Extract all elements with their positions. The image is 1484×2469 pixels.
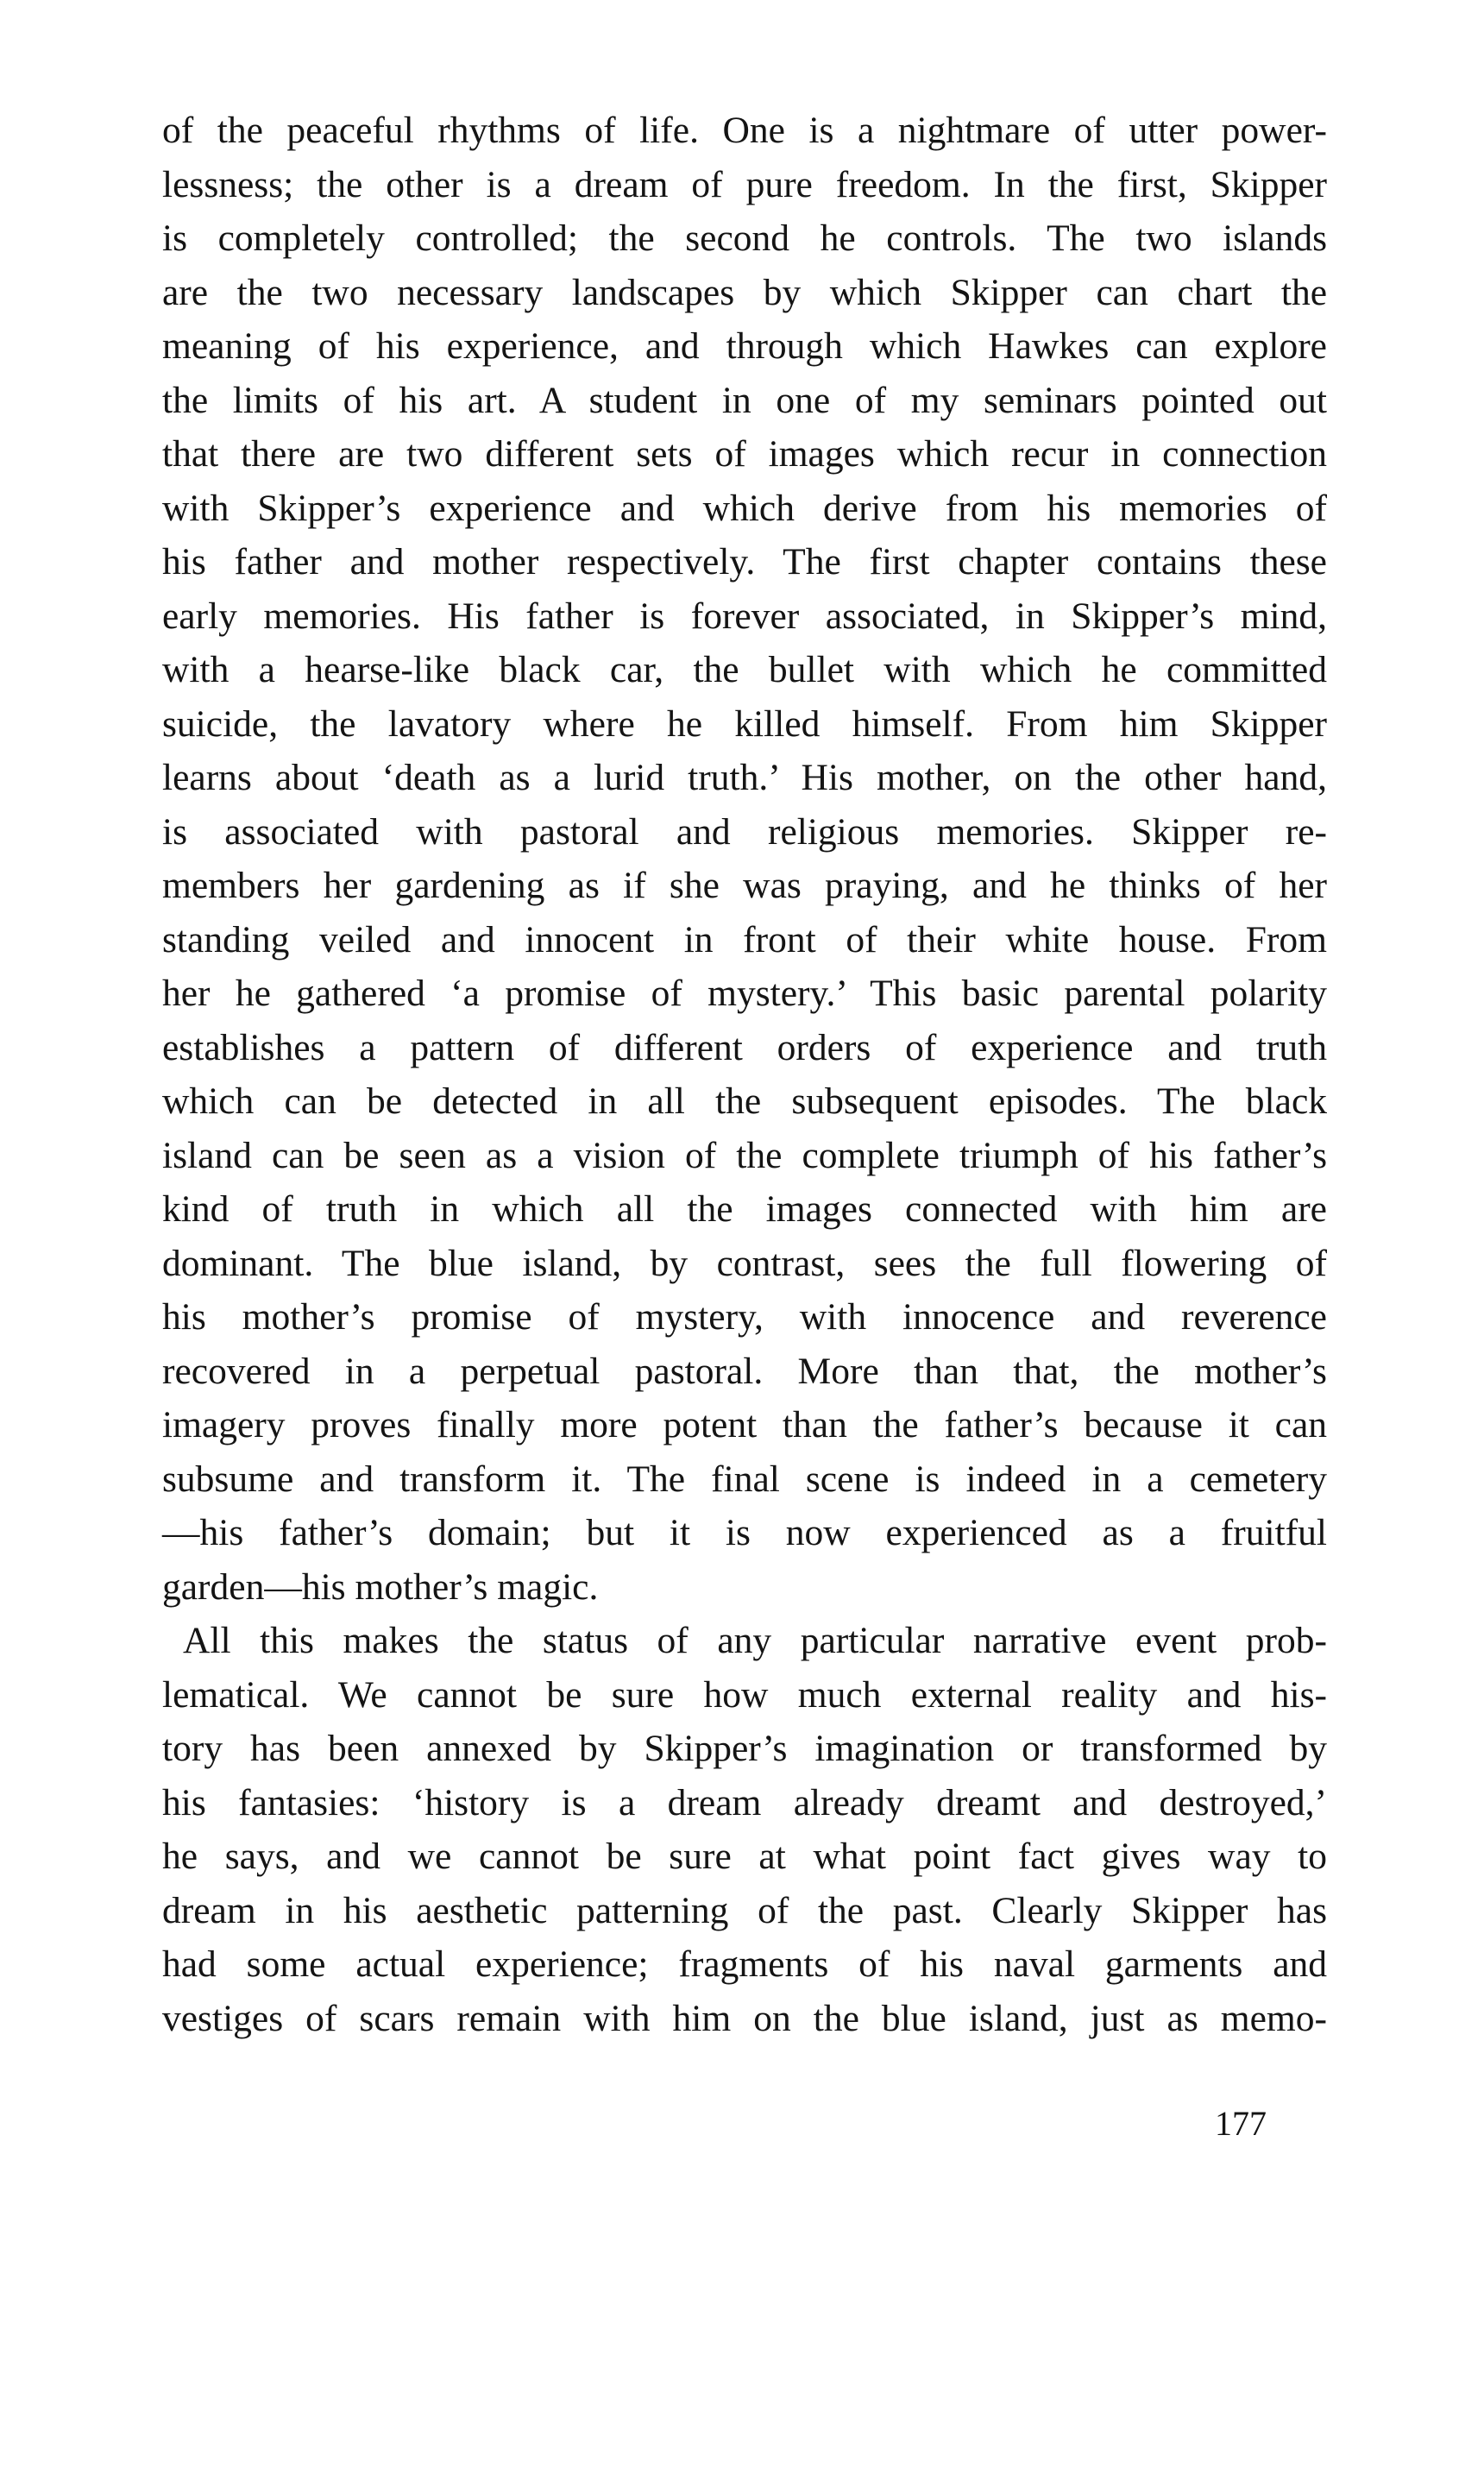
text-line: his mother’s promise of mystery, with innocence and reverence <box>162 1296 1327 1338</box>
text-line: is completely controlled; the second he controls. The two islands <box>162 217 1327 259</box>
text-line: island can be seen as a vision of the complete triumph of his father’s <box>162 1134 1327 1176</box>
text-line: lematical. We cannot be sure how much external reality and his- <box>162 1673 1327 1716</box>
text-line: dominant. The blue island, by contrast, sees the full flowering of <box>162 1242 1327 1284</box>
text-line: early memories. His father is forever associated, in Skipper’s mind, <box>162 595 1327 637</box>
text-line: imagery proves finally more potent than the father’s because it can <box>162 1404 1327 1445</box>
paragraph <box>162 1614 1327 2045</box>
text-line: kind of truth in which all the images connected with him are <box>162 1188 1327 1230</box>
text-line: subsume and transform it. The final scene is indeed in a cemetery <box>162 1458 1327 1500</box>
text-line: that there are two different sets of images which recur in connection <box>162 433 1327 475</box>
text-line: is associated with pastoral and religious memories. Skipper re- <box>162 810 1327 853</box>
text-line: All this makes the status of any particular narrative event prob- <box>183 1620 1327 1661</box>
text-line: lessness; the other is a dream of pure freedom. In the first, Skipper <box>162 163 1327 205</box>
text-line: the limits of his art. A student in one of my seminars pointed out <box>162 379 1327 421</box>
text-line: tory has been annexed by Skipper’s imagination or transformed by <box>162 1728 1327 1769</box>
text-line: recovered in a perpetual pastoral. More than that, the mother’s <box>162 1350 1327 1392</box>
text-line: are the two necessary landscapes by which Skipper can chart the <box>162 271 1327 313</box>
text-line: meaning of his experience, and through which Hawkes can explore <box>162 325 1327 367</box>
text-line: which can be detected in all the subsequent episodes. The black <box>162 1080 1327 1122</box>
text-line: his fantasies: ‘history is a dream already dreamt and destroyed,’ <box>162 1781 1327 1823</box>
text-line: establishes a pattern of different orders of experience and truth <box>162 1026 1327 1068</box>
text-line: —his father’s domain; but it is now experienced as a fruitful <box>162 1512 1327 1553</box>
text-line: garden—his mother’s magic. <box>162 1565 599 1608</box>
text-line: dream in his aesthetic patterning of the past. Clearly Skipper has <box>162 1889 1327 1931</box>
text-line: her he gathered ‘a promise of mystery.’ This basic parental polarity <box>162 973 1327 1014</box>
text-line: with Skipper’s experience and which derive from his memories of <box>162 487 1327 529</box>
text-line: learns about ‘death as a lurid truth.’ His mother, on the other hand, <box>162 757 1327 798</box>
text-line: suicide, the lavatory where he killed himself. From him Skipper <box>162 702 1327 745</box>
body-text <box>162 104 1327 2045</box>
page-number: 177 <box>1215 2104 1267 2143</box>
text-line: of the peaceful rhythms of life. One is a nightmare of utter power- <box>162 110 1327 151</box>
text-line: with a hearse-like black car, the bullet with which he committed <box>162 649 1327 690</box>
text-line: he says, and we cannot be sure at what point fact gives way to <box>162 1836 1327 1877</box>
text-line: members her gardening as if she was praying, and he thinks of her <box>162 865 1327 906</box>
text-line: his father and mother respectively. The first chapter contains these <box>162 541 1327 583</box>
text-line: had some actual experience; fragments of his naval garments and <box>162 1943 1327 1985</box>
paragraph <box>162 104 1327 1614</box>
text-line: standing veiled and innocent in front of their white house. From <box>162 918 1327 961</box>
text-line: vestiges of scars remain with him on the blue island, just as memo- <box>162 1997 1327 2039</box>
